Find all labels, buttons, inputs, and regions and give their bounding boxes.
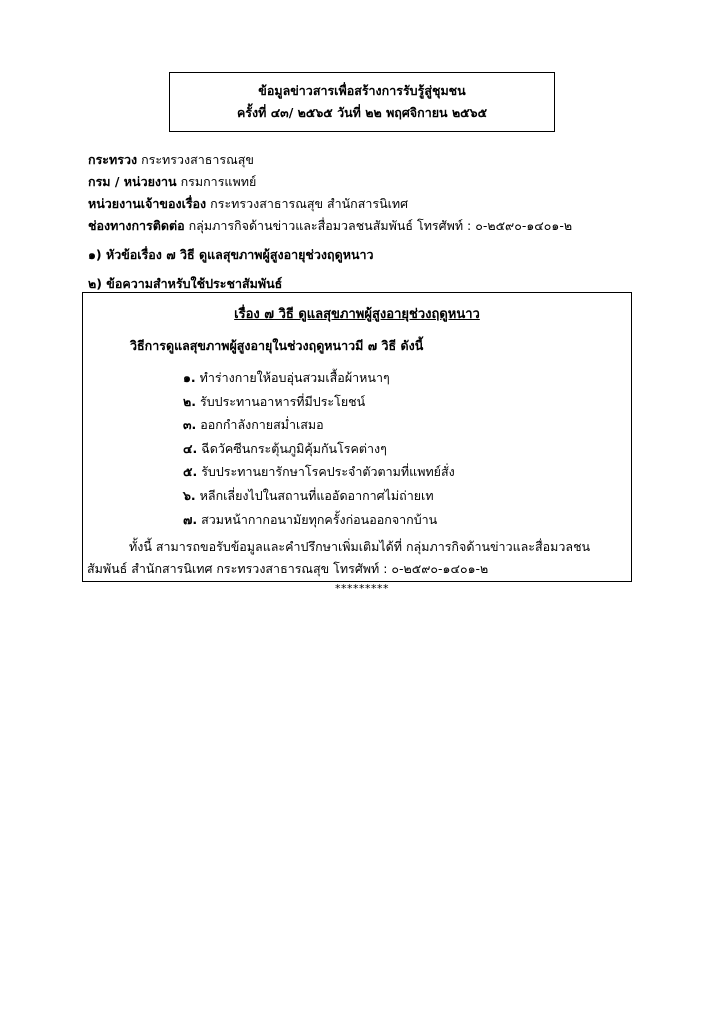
end-marker: ********* [335, 582, 389, 595]
tip-text: รับประทานยารักษาโรคประจำตัวตามที่แพทย์สั่ง [201, 464, 455, 480]
tip-text: ทำร่างกายให้อบอุ่นสวมเสื้อผ้าหนาๆ [199, 370, 390, 385]
header-issue-date: ครั้งที่ ๔๓/ ๒๕๖๕ วันที่ ๒๒ พฤศจิกายน ๒๕๖๕ [236, 105, 488, 120]
story-title: เรื่อง ๗ วิธี ดูแลสุขภาพผู้สูงอายุช่วงฤดูหนาว [234, 307, 480, 322]
meta-department [88, 171, 572, 193]
header-title: ข้อมูลข่าวสารเพื่อสร้างการรับรู้สู่ชุมชน [258, 83, 466, 98]
document-meta [88, 149, 572, 237]
tip-number: ๗. [183, 511, 198, 527]
pr-message-box [82, 292, 632, 582]
meta-department-label: กรม / หน่วยงาน [88, 174, 177, 189]
list-item [183, 508, 455, 532]
tip-text: ออกกำลังกายสม่ำเสมอ [200, 417, 324, 433]
meta-ministry-value: กระทรวงสาธารณสุข [141, 152, 254, 167]
meta-owner-value: กระทรวงสาธารณสุข สำนักสารนิเทศ [210, 196, 409, 211]
tip-text: หลีกเลี่ยงไปในสถานที่แออัดอากาศไม่ถ่ายเท [199, 487, 434, 503]
story-intro: วิธีการดูแลสุขภาพผู้สูงอายุในช่วงฤดูหนาวมี ๗ วิธี ดังนี้ [130, 338, 424, 353]
list-item [183, 437, 455, 461]
meta-ministry-label: กระทรวง [88, 152, 138, 167]
tip-text: รับประทานอาหารที่มีประโยชน์ [199, 393, 366, 409]
tip-number: ๔. [183, 440, 198, 456]
tips-list [183, 366, 455, 531]
tip-number: ๓. [183, 417, 197, 433]
list-item [183, 390, 455, 414]
meta-owner-label: หน่วยงานเจ้าของเรื่อง [88, 196, 207, 211]
tip-number: ๒. [183, 393, 196, 409]
meta-contact-value: กลุ่มภารกิจด้านข่าวและสื่อมวลชนสัมพันธ์ โทรศัพท์ : ๐-๒๕๙๐-๑๔๐๑-๒ [188, 218, 573, 233]
tip-number: ๑. [183, 370, 196, 385]
tip-number: ๕. [183, 464, 198, 480]
tip-text: ฉีดวัคซีนกระตุ้นภูมิคุ้มกันโรคต่างๆ [201, 440, 387, 456]
tip-number: ๖. [183, 487, 196, 503]
tip-text: สวมหน้ากากอนามัยทุกครั้งก่อนออกจากบ้าน [201, 511, 438, 527]
section-pr-message-heading: ๒) ข้อความสำหรับใช้ประชาสัมพันธ์ [88, 276, 283, 291]
list-item [183, 413, 455, 437]
meta-contact-label: ช่องทางการติดต่อ [88, 218, 185, 233]
closing-paragraph: ทั้งนี้ สามารถขอรับข้อมูลและคำปรึกษาเพิ่มเติมได้ที่ กลุ่มภารกิจด้านข่าวและสื่อมวลชนสัมพันธ์ สำนักสารนิเทศ กระทรวงสาธารณสุข โทรศัพท์ : ๐-๒๕๙๐-๑๔๐๑-๒ [87, 539, 591, 576]
meta-contact [88, 215, 572, 237]
list-item [183, 366, 455, 390]
meta-ministry [88, 149, 572, 171]
meta-department-value: กรมการแพทย์ [180, 174, 257, 189]
list-item [183, 484, 455, 508]
list-item [183, 460, 455, 484]
document-header-box [169, 72, 555, 132]
meta-owner [88, 193, 572, 215]
section-topic-heading: ๑) หัวข้อเรื่อง ๗ วิธี ดูแลสุขภาพผู้สูงอายุช่วงฤดูหนาว [88, 247, 374, 262]
